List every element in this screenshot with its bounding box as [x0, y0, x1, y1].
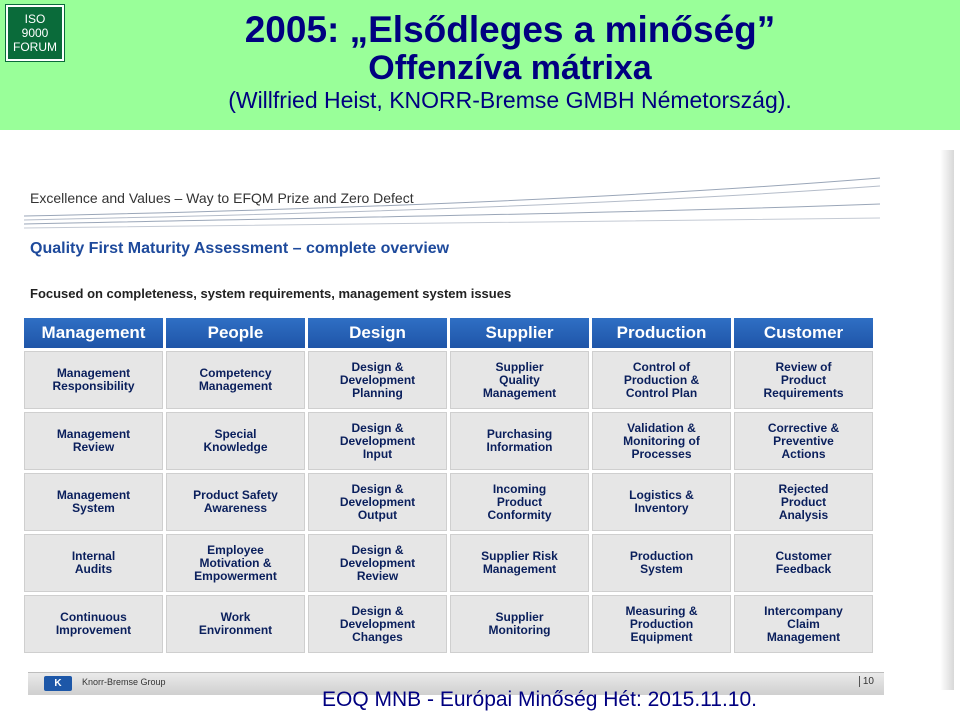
- matrix-cell: Intercompany Claim Management: [734, 595, 873, 653]
- slide-focus-text: Focused on completeness, system requirements, management system issues: [30, 286, 512, 301]
- matrix-cell: Management System: [24, 473, 163, 531]
- maturity-matrix: [24, 318, 873, 653]
- matrix-cell: Design & Development Changes: [308, 595, 447, 653]
- matrix-cell: Corrective & Preventive Actions: [734, 412, 873, 470]
- matrix-cell: Validation & Monitoring of Processes: [592, 412, 731, 470]
- column-header-people: People: [166, 318, 305, 348]
- matrix-cell: Purchasing Information: [450, 412, 589, 470]
- matrix-cell: Continuous Improvement: [24, 595, 163, 653]
- matrix-cell: Control of Production & Control Plan: [592, 351, 731, 409]
- matrix-cell: Supplier Monitoring: [450, 595, 589, 653]
- slide-headline: Excellence and Values – Way to EFQM Prize and Zero Defect: [30, 190, 414, 206]
- slide-edge-shadow: [940, 150, 954, 690]
- column-header-design: Design: [308, 318, 447, 348]
- matrix-cell: Customer Feedback: [734, 534, 873, 592]
- footer-page-number: 10: [859, 676, 874, 687]
- matrix-cell: Management Review: [24, 412, 163, 470]
- matrix-cell: Design & Development Review: [308, 534, 447, 592]
- matrix-cell: Design & Development Input: [308, 412, 447, 470]
- matrix-cell: Logistics & Inventory: [592, 473, 731, 531]
- matrix-cell: Design & Development Output: [308, 473, 447, 531]
- matrix-cell: Measuring & Production Equipment: [592, 595, 731, 653]
- logo-line-1: ISO: [24, 12, 46, 26]
- event-caption: EOQ MNB - Európai Minőség Hét: 2015.11.10.: [322, 688, 757, 711]
- scanned-slide: [4, 130, 954, 694]
- matrix-cell: Design & Development Planning: [308, 351, 447, 409]
- logo-line-3: FORUM: [13, 40, 57, 54]
- column-header-supplier: Supplier: [450, 318, 589, 348]
- matrix-cell: Special Knowledge: [166, 412, 305, 470]
- title-banner: [0, 0, 960, 130]
- matrix-cell: Rejected Product Analysis: [734, 473, 873, 531]
- slide-title: [150, 10, 870, 114]
- slide-subtitle: Quality First Maturity Assessment – complete overview: [30, 240, 450, 257]
- matrix-cell: Supplier Quality Management: [450, 351, 589, 409]
- matrix-cell: Incoming Product Conformity: [450, 473, 589, 531]
- matrix-cell: Production System: [592, 534, 731, 592]
- matrix-cell: Employee Motivation & Empowerment: [166, 534, 305, 592]
- matrix-cell: Product Safety Awareness: [166, 473, 305, 531]
- column-header-production: Production: [592, 318, 731, 348]
- matrix-cell: Internal Audits: [24, 534, 163, 592]
- column-header-management: Management: [24, 318, 163, 348]
- matrix-cell: Work Environment: [166, 595, 305, 653]
- iso-9000-forum-logo: [6, 5, 64, 61]
- column-header-customer: Customer: [734, 318, 873, 348]
- logo-line-2: 9000: [21, 26, 49, 40]
- title-line-1: 2005: „Elsődleges a minőség”: [244, 9, 776, 50]
- matrix-cell: Supplier Risk Management: [450, 534, 589, 592]
- matrix-cell: Management Responsibility: [24, 351, 163, 409]
- footer-group-name: Knorr-Bremse Group: [82, 677, 166, 687]
- matrix-cell: Review of Product Requirements: [734, 351, 873, 409]
- title-line-3: (Willfried Heist, KNORR-Bremse GMBH Németország).: [228, 87, 792, 113]
- matrix-cell: Competency Management: [166, 351, 305, 409]
- title-line-2: Offenzíva mátrixa: [368, 49, 652, 87]
- knorr-bremse-logo: K: [44, 676, 72, 691]
